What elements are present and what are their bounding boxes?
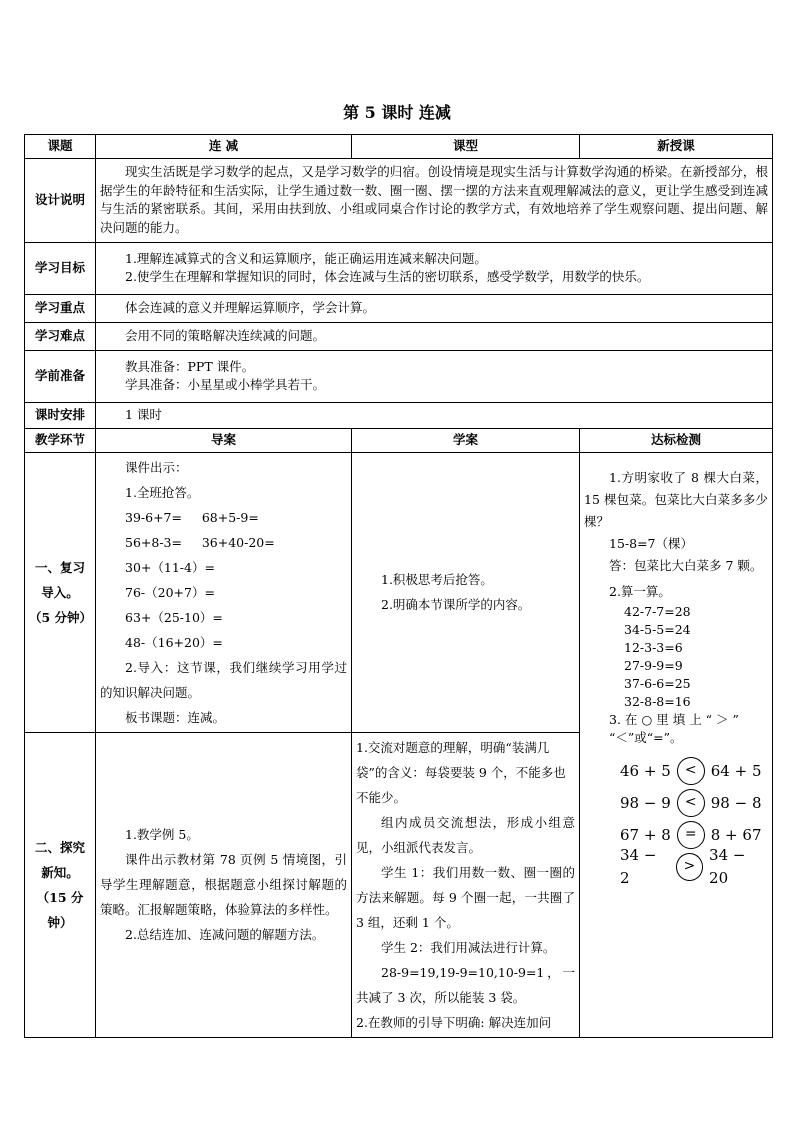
goal-item: 2.使学生在理解和掌握知识的同时，体会连减与生活的密切联系，感受学数学，用数学的快乐。 <box>125 269 650 285</box>
section-label-line: 导入。 <box>41 584 79 600</box>
section-explore-label <box>25 732 96 1037</box>
preparation-item: 教具准备：PPT 课件。 <box>125 358 255 374</box>
check-equation: 37-6-6=25 <box>624 675 691 691</box>
compare-right: 34 − 20 <box>709 846 746 887</box>
type-value: 新授课 <box>580 135 773 159</box>
guide-line: 30+（11-4）= <box>125 559 215 575</box>
schedule-row <box>25 402 773 428</box>
check-equation: 34-5-5=24 <box>624 621 691 637</box>
check-question: 1.方明家收了 8 棵大白菜，15 棵包菜。包菜比大白菜多多少棵？ <box>584 469 768 529</box>
page-title: 第 5 课时 连减 <box>343 103 451 122</box>
section-label-line: （15 分 <box>36 889 84 905</box>
type-label: 课型 <box>352 135 580 159</box>
column-header: 导案 <box>96 428 352 452</box>
guide-line: 2.总结连加、连减问题的解题方法。 <box>125 927 325 943</box>
guide-line: 56+8-3= 36+40-20= <box>125 534 275 550</box>
compare-left: 46 + 5 <box>620 761 671 780</box>
check-equation: 15-8=7（棵） <box>609 535 694 551</box>
check-equation: 32-8-8=16 <box>624 693 691 709</box>
schedule-text: 1 课时 <box>125 406 162 422</box>
column-header: 学案 <box>352 428 580 452</box>
design-note-label: 设计说明 <box>25 158 96 242</box>
study-line: 学生 2：我们用减法进行计算。 <box>381 939 556 955</box>
study-line: 2.在教师的引导下明确: 解决连加问 <box>356 1014 552 1030</box>
compare-sign: < <box>677 757 705 785</box>
compare-left: 67 + 8 <box>620 825 671 844</box>
section-explore-study <box>352 732 580 1037</box>
preparation-row <box>25 350 773 402</box>
preparation-item: 学具准备：小星星或小棒学具若干。 <box>125 377 326 393</box>
compare-right: 8 + 67 <box>710 825 762 844</box>
guide-line: 48-（16+20）= <box>125 634 223 650</box>
column-header: 达标检测 <box>580 428 773 452</box>
compare-row <box>584 846 768 887</box>
study-line: 2.明确本节课所学的内容。 <box>381 597 531 613</box>
section-review-study <box>352 452 580 732</box>
compare-right: 64 + 5 <box>710 761 762 780</box>
column-header: 教学环节 <box>25 428 96 452</box>
section-review-guide <box>96 452 352 732</box>
difficulty-row <box>25 322 773 350</box>
design-note-text: 现实生活既是学习数学的起点，又是学习数学的归宿。创设情境是现实生活与计算数学沟通的桥梁。在新授部分，根据学生的年龄特征和生活实际，让学生通过数一数、圈一圈、摆一摆的方法来直观理解减法的意义，更让学生感受到连减与生活的紧密联系。其间，采用由扶到放、小组或同桌合作讨论的教学方式，有效地培养了学生观察问题、提出问题、解决问题的能力。 <box>100 163 768 235</box>
check-equation: 12-3-3=6 <box>624 639 683 655</box>
goals-row <box>25 242 773 294</box>
section-label-line: 一、复习 <box>34 559 85 575</box>
compare-row <box>584 755 768 787</box>
guide-line: 2.导入：这节课，我们继续学习用学过的知识解决问题。 <box>100 659 347 700</box>
compare-row <box>584 787 768 819</box>
key-point-text: 体会连减的意义并理解运算顺序，学会计算。 <box>125 299 376 315</box>
preparation-label: 学前准备 <box>25 350 96 402</box>
check-question: 3. 在 ○ 里 填 上 “ ＞ ” “＜”或“=”。 <box>609 711 739 745</box>
guide-line: 76-（20+7）= <box>125 584 215 600</box>
study-line: 组内成员交流想法，形成小组意见，小组派代表发言。 <box>356 814 575 855</box>
schedule-label: 课时安排 <box>25 402 96 428</box>
section-label-line: 钟） <box>47 914 73 930</box>
guide-line: 板书课题：连减。 <box>125 709 226 725</box>
section-review-label <box>25 452 96 732</box>
difficulty-label: 学习难点 <box>25 322 96 350</box>
study-line: 1.积极思考后抢答。 <box>381 572 493 588</box>
study-line: 28-9=19,19-9=10,10-9=1，一共减了 3 次，所以能装 3 袋。 <box>356 964 575 1005</box>
section-label-line: 新知。 <box>41 864 79 880</box>
difficulty-text: 会用不同的策略解决连续减的问题。 <box>125 327 326 343</box>
study-line: 1.交流对题意的理解，明确“装满几袋”的含义：每袋要装 9 个，不能多也不能少。 <box>356 739 566 805</box>
guide-line: 63+（25-10）= <box>125 609 223 625</box>
section-review-row <box>25 452 773 732</box>
check-cell <box>580 452 773 1037</box>
topic-value: 连 减 <box>96 135 352 159</box>
section-label-line: 二、探究 <box>34 839 85 855</box>
compare-sign: < <box>677 789 705 817</box>
guide-line: 1.教学例 5。 <box>125 827 199 843</box>
design-note-row <box>25 158 773 242</box>
study-line: 学生 1：我们用数一数、圈一圈的方法来解题。每 9 个圈一起，一共圈了 3 组，还剩 1 个。 <box>356 864 575 930</box>
check-answer: 答：包菜比大白菜多 7 颗。 <box>609 557 763 573</box>
compare-left: 98 − 9 <box>620 793 671 812</box>
guide-line: 课件出示教材第 78 页例 5 情境图，引导学生理解题意，根据题意小组探讨解题的策略。汇报解题策略，体验算法的多样性。 <box>100 852 347 918</box>
column-header-row <box>25 428 773 452</box>
header-row <box>25 135 773 159</box>
goals-label: 学习目标 <box>25 242 96 294</box>
goal-item: 1.理解连减算式的含义和运算顺序，能正确运用连减来解决问题。 <box>125 250 487 266</box>
key-point-row <box>25 294 773 322</box>
compare-sign: = <box>677 821 705 849</box>
check-question: 2.算一算。 <box>609 583 671 599</box>
guide-line: 39-6+7= 68+5-9= <box>125 509 259 525</box>
compare-right: 98 − 8 <box>710 793 762 812</box>
key-point-label: 学习重点 <box>25 294 96 322</box>
compare-sign: > <box>676 853 703 881</box>
compare-left: 34 − 2 <box>620 846 657 887</box>
section-explore-guide <box>96 732 352 1037</box>
check-equation: 27-9-9=9 <box>624 657 683 673</box>
lesson-plan-table <box>24 134 773 1038</box>
topic-label: 课题 <box>25 135 96 159</box>
guide-line: 1.全班抢答。 <box>125 484 200 500</box>
check-equation: 42-7-7=28 <box>624 603 691 619</box>
guide-line: 课件出示： <box>125 459 188 475</box>
section-label-line: （5 分钟） <box>29 609 93 625</box>
